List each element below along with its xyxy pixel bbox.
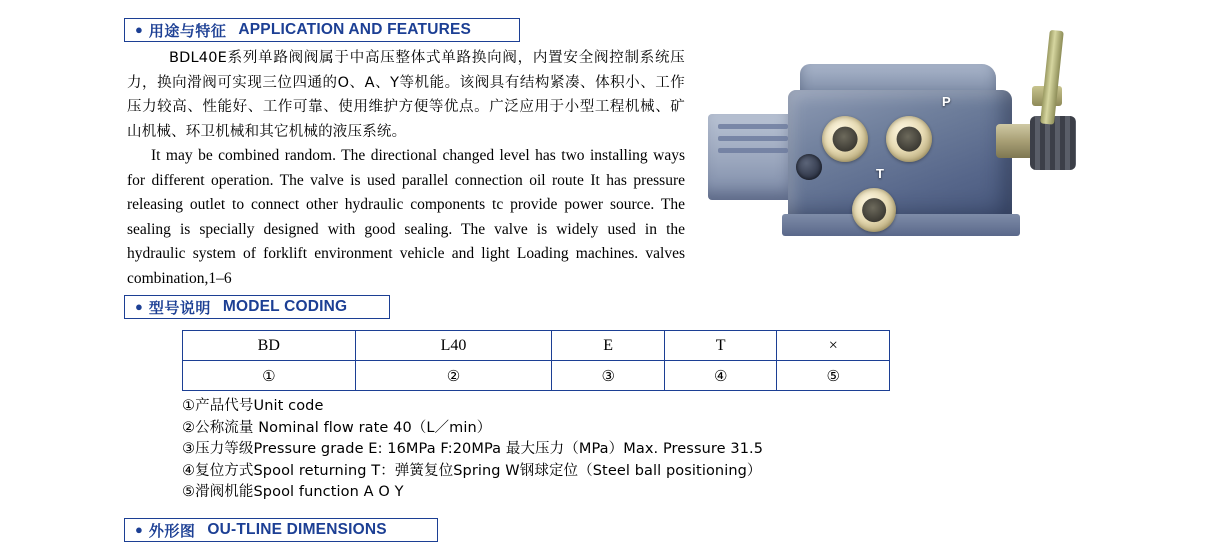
side-bore: [796, 154, 822, 180]
model-code-cell: T: [664, 331, 777, 361]
port-hole: [833, 127, 858, 152]
control-rod: [1040, 30, 1064, 125]
model-index-cell: ③: [552, 361, 665, 391]
model-coding-notes: [182, 396, 902, 504]
application-text-block: [127, 46, 685, 291]
model-index-cell: ④: [664, 361, 777, 391]
port-hole: [862, 198, 886, 222]
valve-base-plate: [782, 214, 1020, 236]
model-code-cell: BD: [183, 331, 356, 361]
port-p-label: P: [942, 94, 951, 109]
port-hole: [897, 127, 922, 152]
rubber-boot: [1030, 116, 1076, 170]
model-index-cell: ①: [183, 361, 356, 391]
bullet-icon: ●: [135, 299, 143, 314]
section-title-cn: 型号说明: [148, 298, 211, 317]
list-item: ④复位方式Spool returning T：弹簧复位Spring W钢球定位（Steel ball positioning）: [182, 462, 762, 479]
model-code-cell: E: [552, 331, 665, 361]
port-opening: [886, 116, 932, 162]
section-header-model-coding: [124, 295, 390, 319]
fin-icon: [718, 148, 788, 153]
section-title-en: MODEL CODING: [222, 298, 348, 315]
section-header-application: [124, 18, 520, 42]
model-index-cell: ②: [355, 361, 552, 391]
section-header-outline-dimensions: [124, 518, 438, 542]
list-item: ⑤滑阀机能Spool function A O Y: [182, 484, 404, 500]
port-opening: [822, 116, 868, 162]
port-opening: [852, 188, 896, 232]
fin-icon: [718, 124, 788, 129]
section-title-cn: 外形图: [148, 521, 196, 540]
valve-inlet-block: [708, 114, 796, 200]
list-item: ②公称流量 Nominal flow rate 40（L／min）: [182, 419, 492, 436]
model-index-cell: ⑤: [777, 361, 890, 391]
list-item: ③压力等级Pressure grade E: 16MPa F:20MPa 最大压力（MPa）Max. Pressure 31.5: [182, 441, 764, 457]
table-row: [183, 331, 890, 361]
port-t-label: T: [876, 166, 884, 181]
section-title-en: OU-TLINE DIMENSIONS: [207, 521, 387, 538]
model-code-cell: L40: [355, 331, 552, 361]
model-code-cell: ×: [777, 331, 890, 361]
application-paragraph-en: It may be combined random. The directional changed level has two installing ways for different operation. The valve is used parallel connection oil route It has pressure releasing outlet to connect other hydraulic components tc provide power source. The sealing is specially designed with good sealing. The valve is widely used in the hydraulic system of forklift environment vehicle and light Loading machines. valves combination,1–6: [127, 147, 685, 287]
section-title-en: APPLICATION AND FEATURES: [238, 21, 472, 38]
application-paragraph-cn: BDL40E系列单路阀阀属于中高压整体式单路换向阀，内置安全阀控制系统压力，换向滑阀可实现三位四通的O、A、Y等机能。该阀具有结构紧凑、体积小、工作压力较高、性能好、工作可靠、使用维护方便等优点。广泛应用于小型工程机械、矿山机械、环卫机械和其它机械的液压系统。: [127, 50, 685, 140]
product-photo: [700, 28, 1092, 263]
bullet-icon: ●: [135, 22, 143, 37]
table-row: [183, 361, 890, 391]
section-title-cn: 用途与特征: [148, 21, 227, 40]
bullet-icon: ●: [135, 522, 143, 537]
model-coding-table: [182, 330, 890, 391]
list-item: ①产品代号Unit code: [182, 398, 324, 414]
fin-icon: [718, 136, 788, 141]
